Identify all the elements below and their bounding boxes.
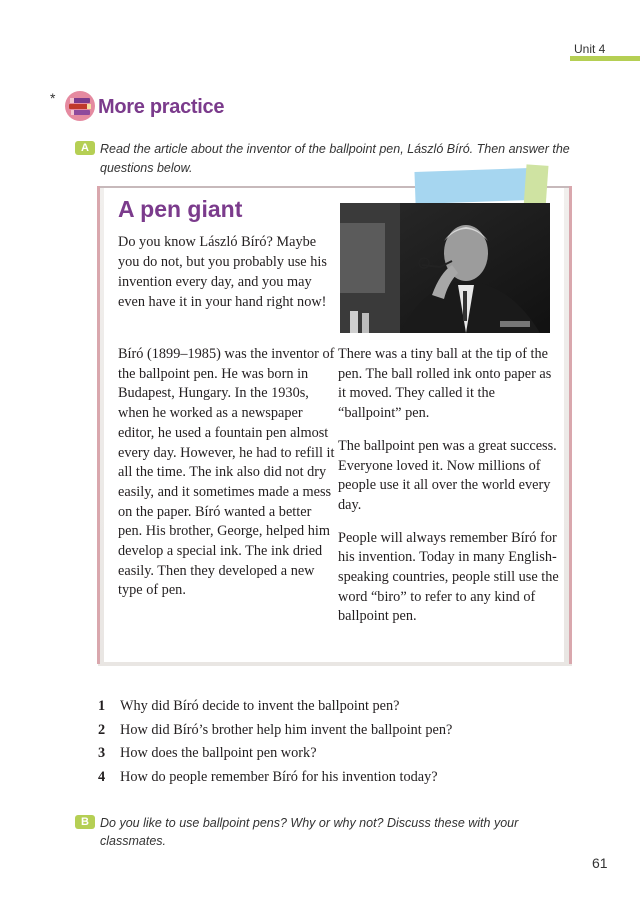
unit-label: Unit 4 — [574, 42, 606, 56]
article-right-paragraph-2: The ballpoint pen was a great success. Everyone loved it. Now millions of people use it all over the world every day. — [338, 437, 557, 513]
tape-blue — [414, 168, 530, 204]
inventor-photo — [340, 203, 550, 333]
question-text: How did Bíró’s brother help him invent the ballpoint pen? — [120, 721, 453, 738]
part-a-instruction: Read the article about the inventor of the ballpoint pen, László Bíró. Then answer the questions below. — [100, 142, 570, 175]
question-number: 3 — [98, 745, 106, 762]
article-intro: Do you know László Bíró? Maybe you do not, but you probably use his invention every day, and you may even have it in your hand right now! — [118, 234, 327, 310]
article-right-paragraph-3: People will always remember Bíró for his invention. Today in many English-speaking countries, people still use the word “biro” to refer to any kind of ballpoint pen. — [338, 529, 559, 625]
part-a-badge: A — [75, 141, 95, 155]
part-b-instruction: Do you like to use ballpoint pens? Why or why not? Discuss these with your classmates. — [100, 816, 519, 848]
article-left-column — [118, 345, 338, 614]
article-right-paragraph-1: There was a tiny ball at the tip of the pen. The ball rolled ink onto paper as it moved. They called it the “ballpoint” pen. — [338, 346, 552, 422]
unit-bar — [570, 56, 640, 61]
part-b-badge: B — [75, 815, 95, 829]
article-right-column — [338, 345, 562, 640]
question-item — [98, 722, 452, 746]
question-list — [98, 698, 452, 792]
section-title: More practice — [98, 96, 225, 118]
question-item — [98, 745, 452, 769]
question-text: Why did Bíró decide to invent the ballpoint pen? — [120, 698, 400, 714]
article-title: A pen giant — [118, 196, 243, 222]
section-asterisk: * — [50, 90, 56, 106]
question-number: 1 — [98, 698, 106, 714]
article-left-paragraph: Bíró (1899–1985) was the inventor of the ballpoint pen. He was born in Budapest, Hungary. In the 1930s, when he worked as a newspaper editor, he used a fountain pen almost every day. However, he had to refill it all the time. The ink also did not dry easily, and it sometimes made a mess on the paper. Bíró wanted a better pen. His brother, George, helped him develop a special ink. The ink dried easily. Then they developed a new type of pen. — [118, 346, 335, 599]
article-card-border-right — [569, 186, 572, 664]
article-card-border-left — [97, 186, 100, 664]
books-icon — [64, 90, 96, 122]
question-item — [98, 769, 452, 793]
question-text: How do people remember Bíró for his invention today? — [120, 768, 438, 785]
question-number: 4 — [98, 768, 106, 785]
question-number: 2 — [98, 721, 106, 738]
question-text: How does the ballpoint pen work? — [120, 745, 317, 762]
page-number: 61 — [592, 855, 608, 871]
question-item — [98, 698, 452, 722]
